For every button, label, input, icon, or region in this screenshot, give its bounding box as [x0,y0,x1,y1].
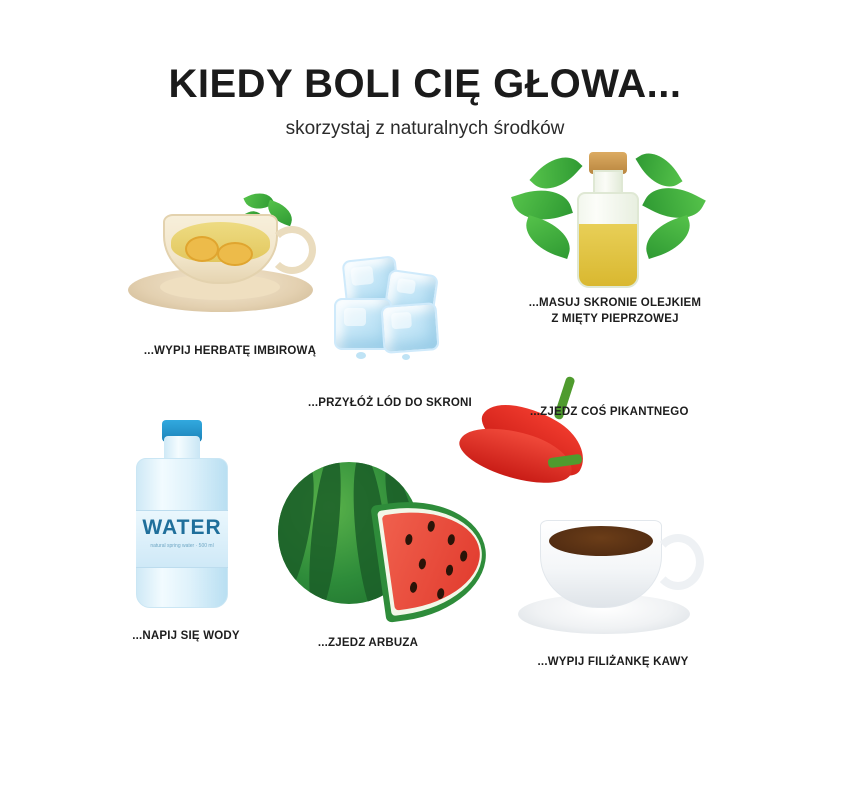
oil-bottle-icon [577,192,639,288]
caption-spicy-food: ...ZJEDZ COŚ PIKANTNEGO [530,406,689,418]
mint-leaf-icon [640,215,697,259]
ginger-slice-shape [185,236,219,262]
caption-watermelon: ...ZJEDZ ARBUZA [317,637,419,649]
water-drop-icon [356,352,366,359]
caption-line-2: Z MIĘTY PIEPRZOWEJ [551,312,679,325]
cup-handle-shape [652,534,704,590]
remedy-watermelon [278,452,498,622]
cup-handle-shape [268,226,316,274]
page-title: KIEDY BOLI CIĘ GŁOWA... [168,62,682,106]
caption-water: ...NAPIJ SIĘ WODY [132,630,240,642]
watermelon-seed [427,520,436,532]
caption-ginger-tea: ...WYPIJ HERBATĘ IMBIROWĄ [143,345,317,357]
cube-highlight [344,308,366,326]
remedy-coffee [518,498,698,643]
ginger-slice-shape [217,242,253,266]
remedy-peppermint-oil [515,140,715,280]
remedy-water [136,418,236,618]
caption-line-1: ...MASUJ SKRONIE OLEJKIEM [528,297,702,309]
cube-highlight [350,266,374,286]
watermelon-seed [436,588,445,600]
bottle-label-subtext: natural spring water · 500 ml [150,543,214,549]
watermelon-seed [418,558,427,570]
watermelon-flesh [382,503,486,611]
watermelon-seed [445,564,454,576]
coffee-liquid-shape [549,526,653,556]
water-drop-icon [402,354,410,360]
watermelon-seed [404,534,413,546]
caption-ice: ...PRZYŁÓŻ LÓD DO SKRONI [308,397,472,409]
coffee-cup-icon [540,520,662,608]
ice-cube-icon [380,302,439,354]
watermelon-seed [459,550,468,562]
caption-coffee: ...WYPIJ FILIŻANKĘ KAWY [537,656,689,668]
bottle-label-text: WATER [142,516,222,539]
watermelon-slice-icon [370,491,493,623]
watermelon-seed [447,534,456,546]
oil-liquid-shape [579,224,637,286]
caption-peppermint-oil [500,296,730,327]
cube-highlight [396,278,416,294]
cube-highlight [391,312,412,329]
watermelon-seed [409,581,418,593]
remedy-ice [330,258,450,368]
mint-leaf-icon [520,215,577,259]
remedy-ginger-tea [128,190,323,320]
page-subtitle: skorzystaj z naturalnych środków [285,118,565,139]
